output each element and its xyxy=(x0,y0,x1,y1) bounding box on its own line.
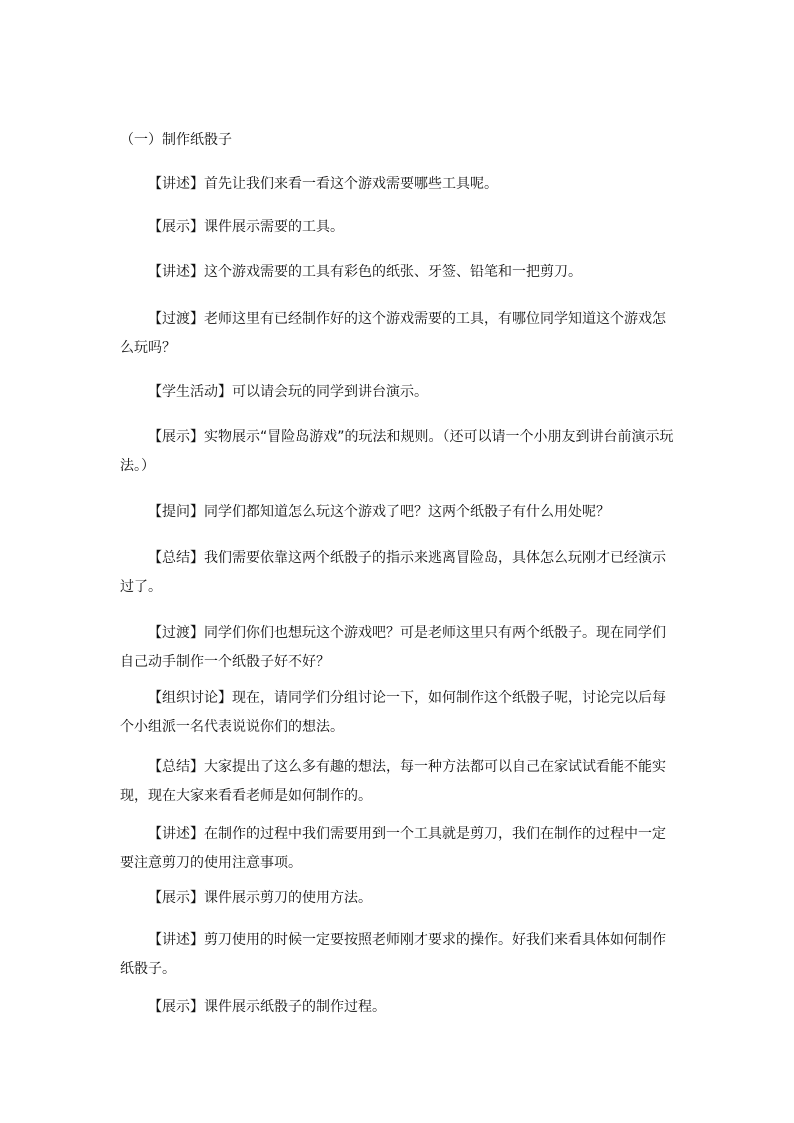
paragraph-text: 剪刀使用的时候一定要按照老师刚才要求的操作。好我们来看具体如何制作纸骰子。 xyxy=(120,932,666,977)
paragraph-13 xyxy=(120,884,676,913)
paragraph-tag: 【讲述】 xyxy=(148,264,204,280)
paragraph-2 xyxy=(120,213,676,242)
paragraph-text: 在制作的过程中我们需要用到一个工具就是剪刀，我们在制作的过程中一定要注意剪刀的使用注意事项。 xyxy=(120,826,666,871)
paragraph-tag: 【组织讨论】 xyxy=(148,690,232,706)
paragraph-text: 我们需要依靠这两个纸骰子的指示来逃离冒险岛，具体怎么玩刚才已经演示过了。 xyxy=(120,550,666,595)
paragraph-text: 同学们你们也想玩这个游戏吧？可是老师这里只有两个纸骰子。现在同学们自己动手制作一个纸骰子好不好？ xyxy=(120,625,666,670)
paragraph-10 xyxy=(120,684,676,742)
paragraph-text: 可以请会玩的同学到讲台演示。 xyxy=(232,384,428,400)
paragraph-tag: 【展示】 xyxy=(148,890,204,906)
paragraph-text: 同学们都知道怎么玩这个游戏了吧？这两个纸骰子有什么用处呢？ xyxy=(204,504,610,520)
paragraph-tag: 【提问】 xyxy=(148,504,204,520)
paragraph-text: 实物展示“冒险岛游戏”的玩法和规则。（还可以请一个小朋友到讲台前演示玩法。） xyxy=(120,429,674,474)
paragraph-text: 老师这里有已经制作好的这个游戏需要的工具，有哪位同学知道这个游戏怎么玩吗？ xyxy=(120,311,666,356)
paragraph-tag: 【讲述】 xyxy=(148,826,204,842)
paragraph-text: 首先让我们来看一看这个游戏需要哪些工具呢。 xyxy=(204,176,498,192)
paragraph-text: 课件展示纸骰子的制作过程。 xyxy=(204,999,386,1015)
paragraph-5 xyxy=(120,378,676,407)
paragraph-9 xyxy=(120,619,676,677)
paragraph-text: 这个游戏需要的工具有彩色的纸张、牙签、铅笔和一把剪刀。 xyxy=(204,264,582,280)
paragraph-tag: 【过渡】 xyxy=(148,311,204,327)
paragraph-11 xyxy=(120,753,676,811)
paragraph-text: 现在，请同学们分组讨论一下，如何制作这个纸骰子呢，讨论完以后每个小组派一名代表说说你们的想法。 xyxy=(120,690,666,735)
paragraph-1 xyxy=(120,170,676,199)
paragraph-6 xyxy=(120,423,676,481)
paragraph-tag: 【总结】 xyxy=(148,550,204,566)
paragraph-tag: 【过渡】 xyxy=(148,625,204,641)
paragraph-tag: 【讲述】 xyxy=(148,932,204,948)
paragraph-12 xyxy=(120,820,676,878)
paragraph-4 xyxy=(120,305,676,363)
section-heading: （一）制作纸骰子 xyxy=(120,132,232,148)
paragraph-tag: 【展示】 xyxy=(148,999,204,1015)
paragraph-tag: 【讲述】 xyxy=(148,176,204,192)
paragraph-tag: 【展示】 xyxy=(148,219,204,235)
paragraph-text: 课件展示剪刀的使用方法。 xyxy=(204,890,372,906)
paragraph-text: 大家提出了这么多有趣的想法，每一种方法都可以自己在家试试看能不能实现，现在大家来看看老师是如何制作的。 xyxy=(120,759,666,804)
paragraph-7 xyxy=(120,498,676,527)
paragraph-tag: 【总结】 xyxy=(148,759,204,775)
paragraph-text: 课件展示需要的工具。 xyxy=(204,219,344,235)
paragraph-14 xyxy=(120,926,676,984)
paragraph-3 xyxy=(120,258,676,287)
paragraph-8 xyxy=(120,544,676,602)
paragraph-tag: 【展示】 xyxy=(148,429,204,445)
paragraph-tag: 【学生活动】 xyxy=(148,384,232,400)
paragraph-15 xyxy=(120,993,676,1022)
